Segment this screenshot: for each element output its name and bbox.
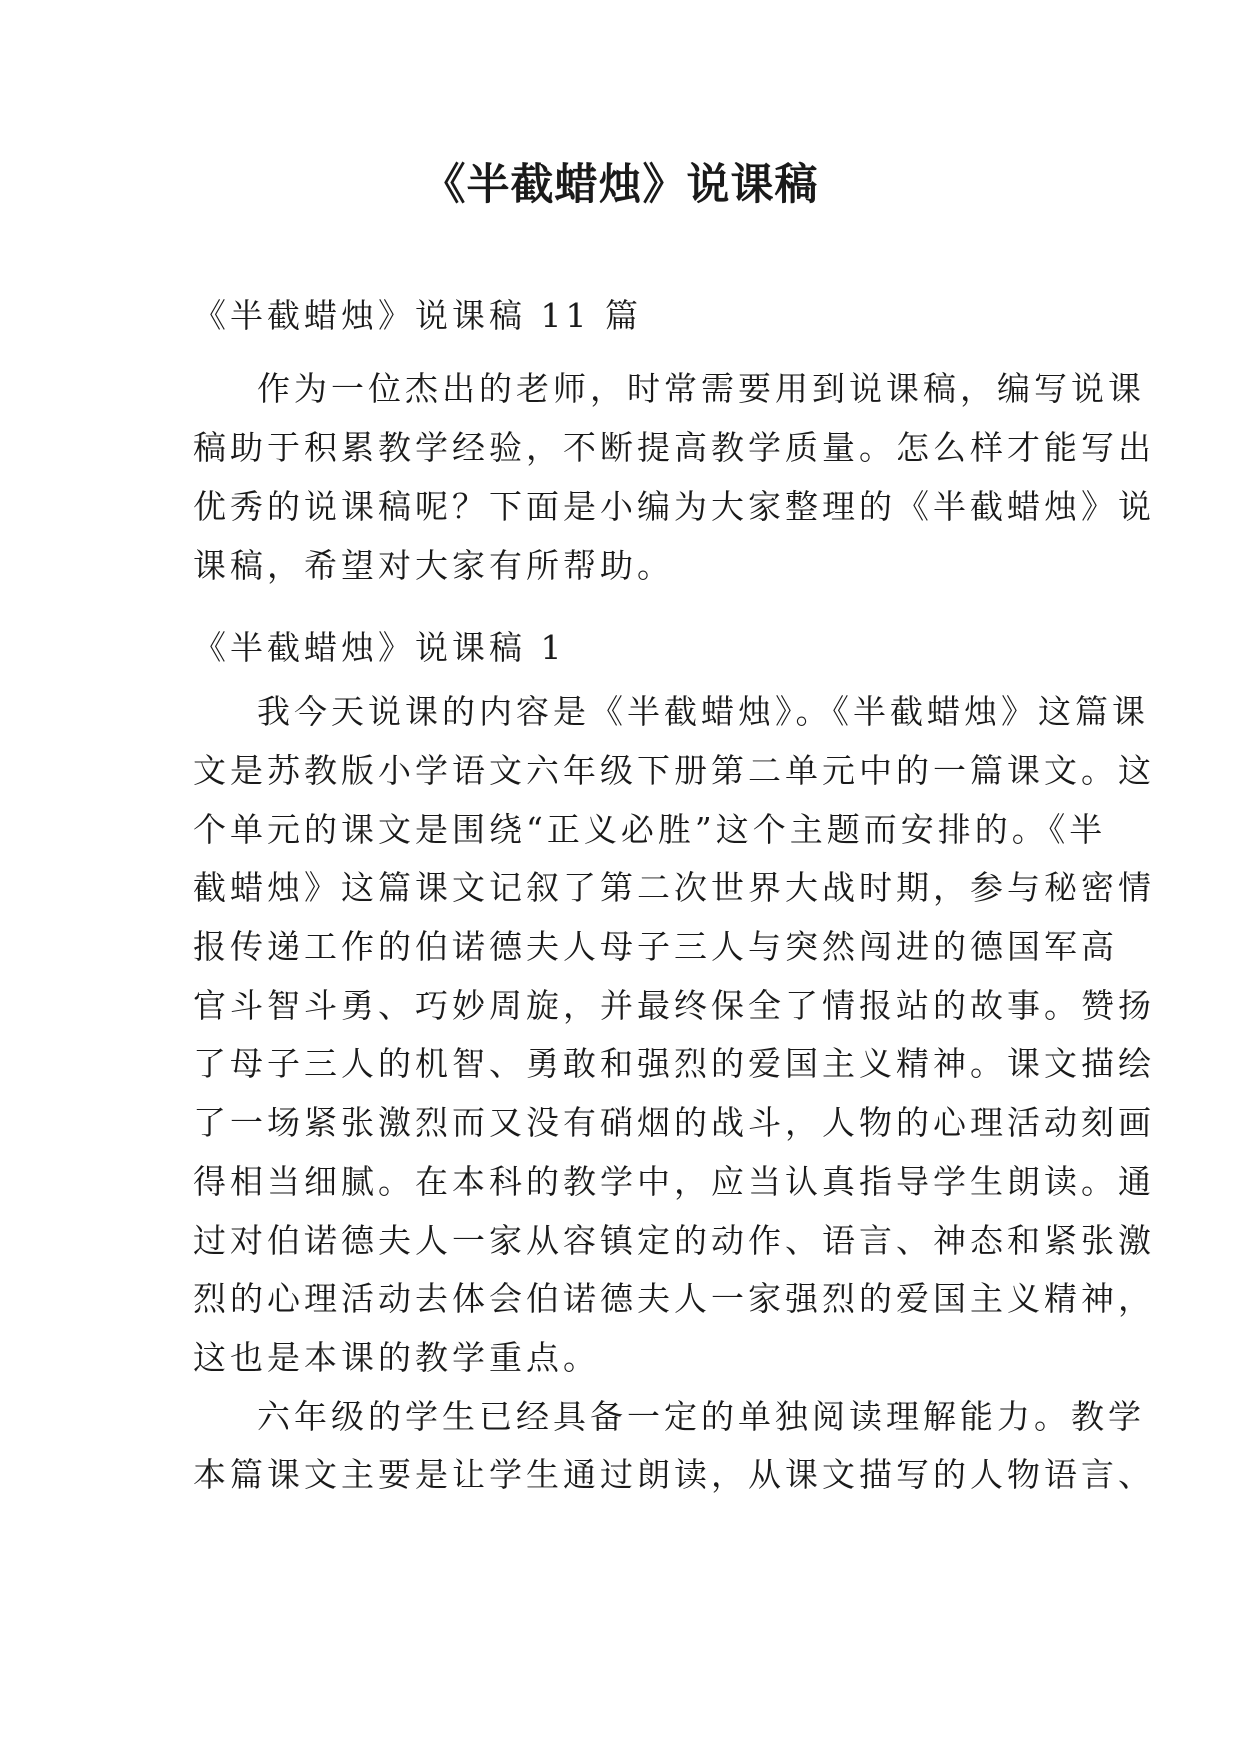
intro-line: 作为一位杰出的老师，时常需要用到说课稿，编写说课 bbox=[257, 369, 1145, 408]
body-line: 我今天说课的内容是《半截蜡烛》。《半截蜡烛》这篇课 bbox=[257, 692, 1149, 731]
body-line: 烈的心理活动去体会伯诺德夫人一家强烈的爱国主义精神， bbox=[193, 1279, 1155, 1318]
body-line: 个单元的课文是围绕“正义必胜”这个主题而安排的。《半 bbox=[193, 810, 1107, 849]
intro-line: 优秀的说课稿呢？下面是小编为大家整理的《半截蜡烛》说 bbox=[193, 487, 1155, 526]
body-line: 得相当细腻。在本科的教学中，应当认真指导学生朗读。通 bbox=[193, 1162, 1155, 1201]
body-line: 本篇课文主要是让学生通过朗读，从课文描写的人物语言、 bbox=[193, 1455, 1155, 1494]
document-subtitle: 《半截蜡烛》说课稿 11 篇 bbox=[193, 296, 642, 335]
body-line: 了母子三人的机智、勇敢和强烈的爱国主义精神。课文描绘 bbox=[193, 1044, 1155, 1083]
document-title: 《半截蜡烛》说课稿 bbox=[422, 160, 819, 210]
body-line: 报传递工作的伯诺德夫人母子三人与突然闯进的德国军高 bbox=[193, 927, 1118, 966]
body-line: 这也是本课的教学重点。 bbox=[193, 1338, 600, 1377]
body-line: 截蜡烛》这篇课文记叙了第二次世界大战时期，参与秘密情 bbox=[193, 868, 1155, 907]
intro-line: 课稿，希望对大家有所帮助。 bbox=[193, 546, 674, 585]
section-heading: 《半截蜡烛》说课稿 1 bbox=[193, 628, 566, 667]
body-line: 了一场紧张激烈而又没有硝烟的战斗，人物的心理活动刻画 bbox=[193, 1103, 1155, 1142]
intro-line: 稿助于积累教学经验，不断提高教学质量。怎么样才能写出 bbox=[193, 428, 1155, 467]
body-line: 六年级的学生已经具备一定的单独阅读理解能力。教学 bbox=[257, 1397, 1145, 1436]
body-line: 文是苏教版小学语文六年级下册第二单元中的一篇课文。这 bbox=[193, 751, 1155, 790]
body-line: 过对伯诺德夫人一家从容镇定的动作、语言、神态和紧张激 bbox=[193, 1221, 1155, 1260]
body-line: 官斗智斗勇、巧妙周旋，并最终保全了情报站的故事。赞扬 bbox=[193, 986, 1155, 1025]
